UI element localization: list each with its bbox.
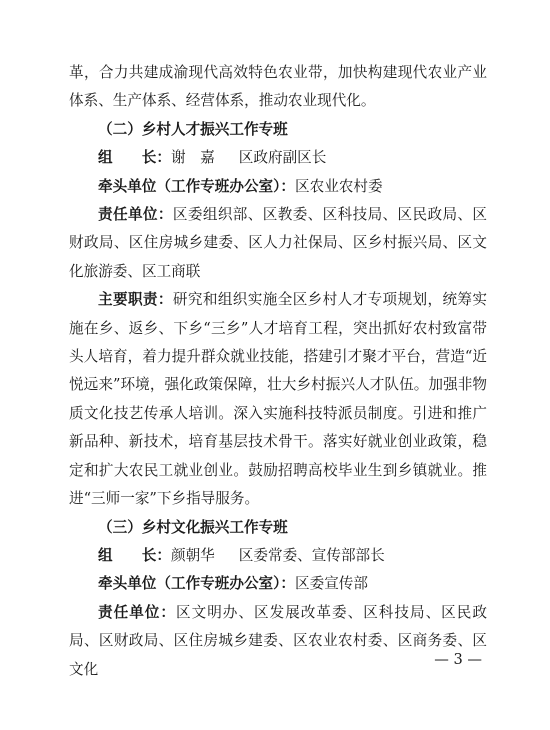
section-heading-culture: （三）乡村文化振兴工作专班 (98, 518, 288, 536)
lead-unit: 区农业农村委 (295, 177, 383, 195)
leader-label: 组 长： (98, 546, 171, 564)
leader-name: 颜朝华 (170, 546, 215, 564)
duties-text: 研究和组织实施全区乡村人才专项规划，统筹实施在乡、返乡、下乡“三乡”人才培育工程，突出抓好农村致富带头人培育，着力提升群众就业技能，搭建引才聚才平台，营造“近悦远来”环境，强化政策保障，壮大乡村振兴人才队伍。加强非物质文化技艺传承人培训。深入实施科技特派员制度。引进和推广新品种、新技术，培育基层技术骨干。落实好就业创业政策，稳定和扩大农民工就业创业。鼓励招聘高校毕业生到乡镇就业。推进“三师一家”下乡指导服务。 (69, 291, 487, 508)
culture-lead-unit-line (69, 570, 487, 598)
talent-leader-line (69, 144, 487, 172)
leader-label: 组 长： (98, 149, 171, 167)
page-number: — 3 — (434, 651, 482, 668)
culture-responsible-units (69, 599, 487, 684)
lead-unit-label: 牵头单位（工作专班办公室）： (98, 177, 296, 195)
paragraph-continuation: 革，合力共建成渝现代高效特色农业带，加快构建现代农业产业体系、生产体系、经营体系，推动农业现代化。 (69, 64, 487, 110)
talent-lead-unit-line (69, 173, 487, 201)
lead-unit: 区委宣传部 (295, 575, 368, 593)
leader-title: 区委常委、宣传部部长 (238, 546, 385, 564)
document-body (69, 59, 487, 684)
talent-main-duties (69, 286, 487, 513)
responsible-text: 区委组织部、区教委、区科技局、区民政局、区财政局、区住房城乡建委、区人力社保局、区乡村振兴局、区文化旅游委、区工商联 (69, 206, 487, 280)
talent-responsible-units (69, 201, 487, 286)
responsible-label: 责任单位： (98, 603, 176, 621)
culture-leader-line (69, 542, 487, 570)
section-heading-talent: （二）乡村人才振兴工作专班 (98, 120, 288, 138)
leader-title: 区政府副区长 (238, 149, 327, 167)
lead-unit-label: 牵头单位（工作专班办公室）： (98, 575, 296, 593)
duties-label: 主要职责： (98, 291, 173, 309)
leader-name: 谢 嘉 (170, 149, 215, 167)
responsible-text: 区文明办、区发展改革委、区科技局、区民政局、区财政局、区住房城乡建委、区农业农村委、区商务委、区文化 (69, 603, 487, 678)
responsible-label: 责任单位： (98, 206, 173, 224)
